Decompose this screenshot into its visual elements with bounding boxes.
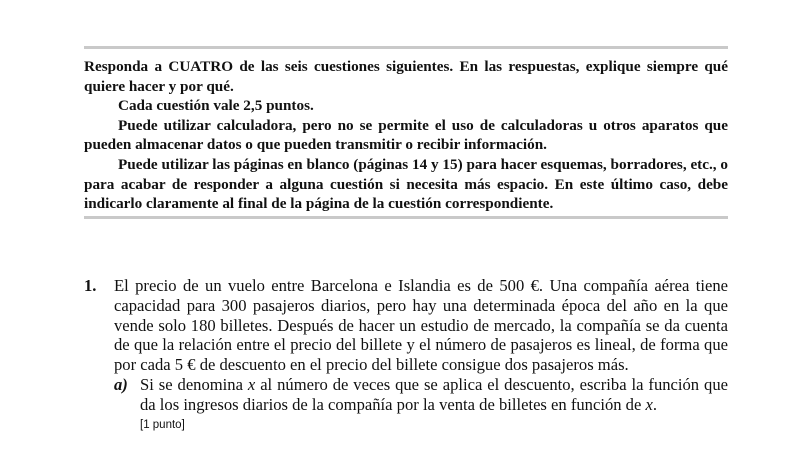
part-a-points: [1 punto] bbox=[140, 418, 185, 431]
question-body bbox=[114, 276, 728, 433]
question-1 bbox=[84, 276, 728, 433]
part-a-text-3: . bbox=[652, 394, 658, 414]
variable-x: x bbox=[247, 374, 256, 394]
exam-instructions bbox=[84, 57, 728, 214]
top-divider bbox=[84, 46, 728, 49]
instructions-line-2: Cada cuestión vale 2,5 puntos. bbox=[118, 97, 314, 115]
question-part-a bbox=[114, 375, 728, 433]
part-a-label: a) bbox=[114, 374, 128, 394]
part-a-text-1: Si se denomina bbox=[140, 374, 248, 394]
instructions-line-4: Puede utilizar las páginas en blanco (páginas 14 y 15) para hacer esquemas, borradores, etc., o para acabar de responder a alguna cuestión si necesita más espacio. En este último caso, debe indicarlo claramente al final de la página de la cuestión correspondiente. bbox=[84, 155, 728, 213]
instructions-line-3: Puede utilizar calculadora, pero no se permite el uso de calculadoras u otros aparatos que pueden almacenar datos o que pueden transmitir o recibir información. bbox=[84, 116, 728, 154]
bottom-divider bbox=[84, 216, 728, 219]
instructions-line-1: Responda a CUATRO de las seis cuestiones siguientes. En las respuestas, explique siempre qué quiere hacer y por qué. bbox=[84, 58, 728, 95]
question-statement: El precio de un vuelo entre Barcelona e Islandia es de 500 €. Una compañía aérea tiene capacidad para 300 pasajeros diarios, pero hay una determinada época del año en la que vende solo 180 billetes. Después de hacer un estudio de mercado, la compañía se da cuenta de que la relación entre el precio del billete y el número de pasajeros es lineal, de forma que por cada 5 € de descuento en el precio del billete consigue dos pasajeros más. bbox=[114, 276, 728, 375]
question-number: 1. bbox=[84, 276, 97, 295]
part-a-text-2: al número de veces que se aplica el descuento, escriba la función que da los ingresos diarios de la compañía por la venta de billetes en función de bbox=[140, 374, 728, 414]
variable-x-end: x bbox=[645, 394, 653, 414]
